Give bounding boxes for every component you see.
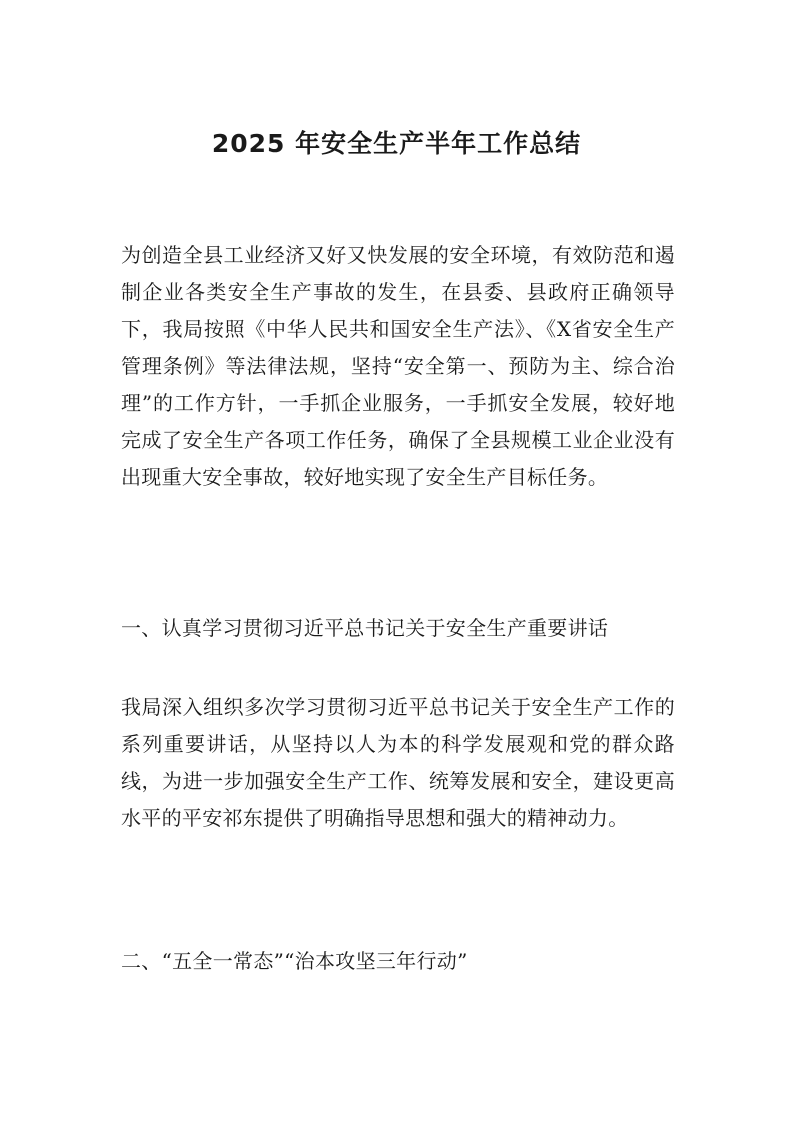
- intro-paragraph: 为创造全县工业经济又好又快发展的安全环境，有效防范和遏制企业各类安全生产事故的发生，在县委、县政府正确领导下，我局按照《中华人民共和国安全生产法》、《X省安全生产管理条例》等法律法规，坚持“安全第一、预防为主、综合治理”的工作方针，一手抓企业服务，一手抓安全发展，较好地完成了安全生产各项工作任务，确保了全县规模工业企业没有出现重大安全事故，较好地实现了安全生产目标任务。: [121, 243, 675, 489]
- section-2-heading: 二、“五全一常态”“治本攻坚三年行动”: [121, 949, 468, 973]
- document-title: 2025 年安全生产半年工作总结: [211, 129, 582, 158]
- section-1-heading: 一、认真学习贯彻习近平总书记关于安全生产重要讲话: [121, 616, 609, 640]
- section-1-paragraph: 我局深入组织多次学习贯彻习近平总书记关于安全生产工作的系列重要讲话，从坚持以人为本的科学发展观和党的群众路线，为进一步加强安全生产工作、统筹发展和安全，建设更高水平的平安祁东提供了明确指导思想和强大的精神动力。: [121, 695, 675, 830]
